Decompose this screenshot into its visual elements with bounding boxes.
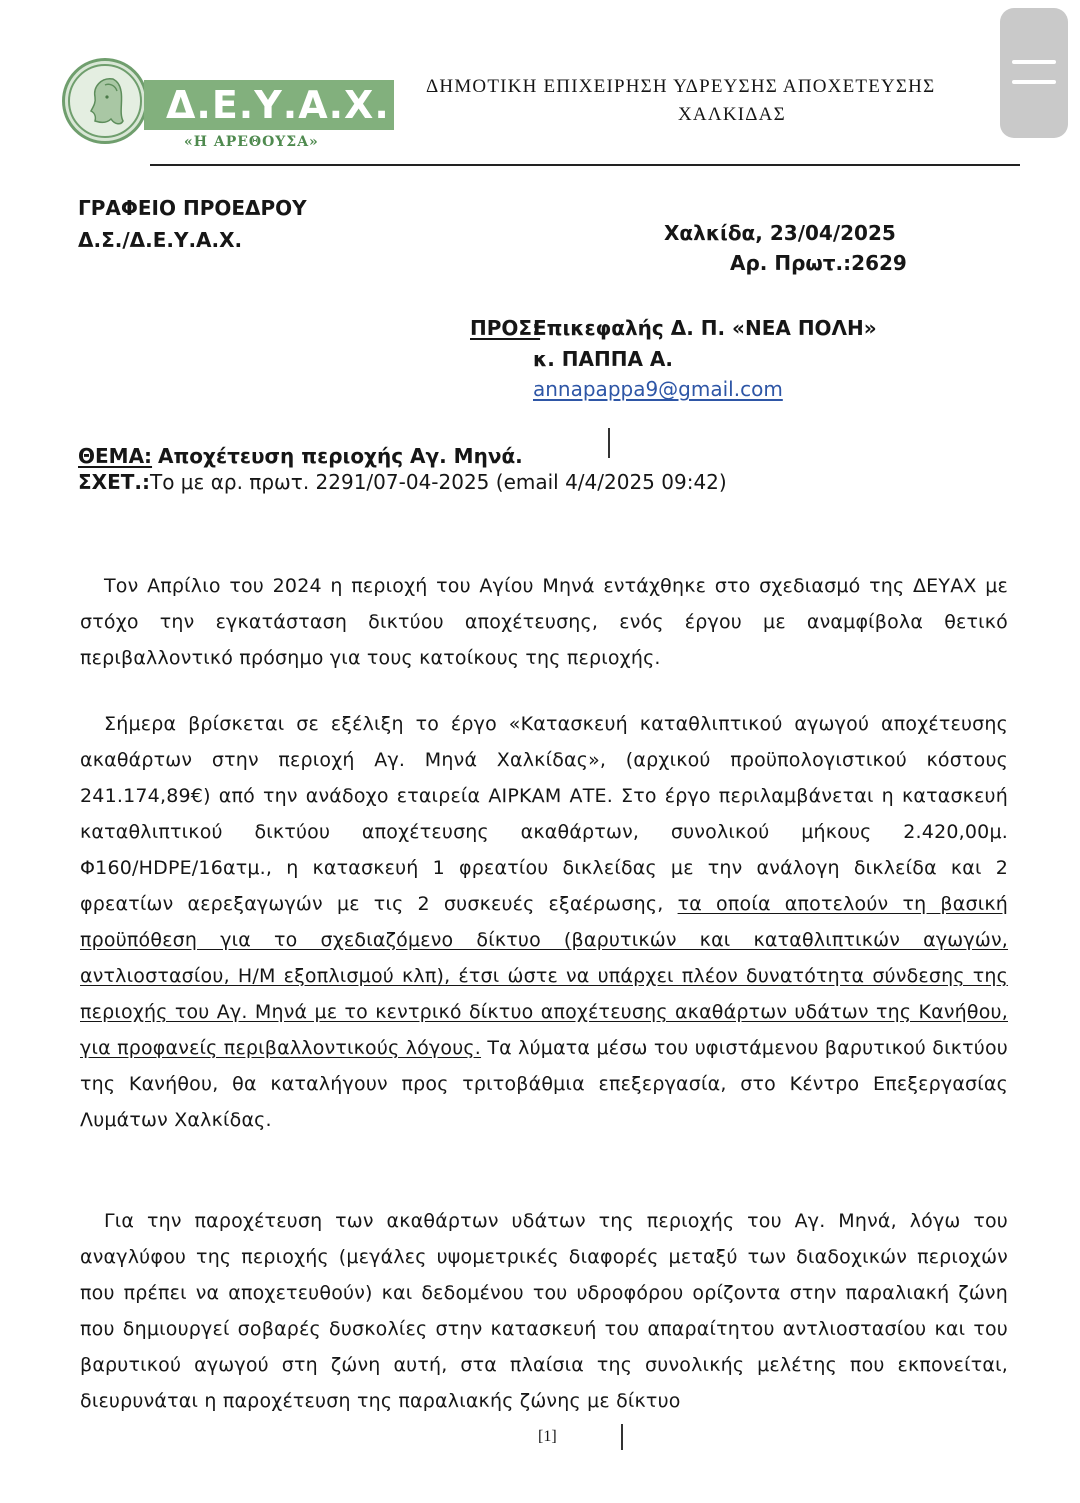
recipient-line1: Επικεφαλής Δ. Π. «ΝΕΑ ΠΟΛΗ» (533, 316, 877, 340)
reference-text: Το με αρ. πρωτ. 2291/07-04-2025 (email 4/4/2025 09:42) (150, 470, 727, 494)
reference-label: ΣΧΕΤ.: (78, 470, 150, 494)
logo-subtitle: «Η ΑΡΕΘΟΥΣΑ» (184, 134, 319, 150)
body-paragraph-2 (80, 706, 1008, 1138)
subject-text: Αποχέτευση περιοχής Αγ. Μηνά. (158, 444, 523, 468)
document-date: Χαλκίδα, 23/04/2025 (664, 221, 896, 245)
paragraph-2-text-b: Τα λύματα μέσω του υφιστάμενου βαρυτικού δικτύου της Κανήθου, θα καταλήγουν προς τριτοβάθμια επεξεργασία, στο Κέντρο Επεξεργασίας Λυμάτων Χαλκίδας. (80, 1037, 1008, 1131)
scan-mark (608, 428, 610, 458)
page-number: [1] (538, 1428, 557, 1445)
body-paragraph-1 (80, 568, 1008, 676)
paragraph-1-text: Τον Απρίλιο του 2024 η περιοχή του Αγίου Μηνά εντάχθηκε στο σχεδιασμό της ΔΕΥΑΧ με στόχο την εγκατάσταση δικτύου αποχέτευσης, ενός έργου με αναμφίβολα θετικό περιβαλλοντικό πρόσημο για τους κατοίκους της περιοχής. (80, 575, 1008, 669)
company-name-line2: ΧΑΛΚΙΔΑΣ (678, 104, 786, 125)
company-name-line1: ΔΗΜΟΤΙΚΗ ΕΠΙΧΕΙΡΗΣΗ ΥΔΡΕΥΣΗΣ ΑΠΟΧΕΤΕΥΣΗΣ (426, 76, 936, 97)
subject-label: ΘΕΜΑ: (78, 444, 153, 468)
paragraph-3-text: Για την παροχέτευση των ακαθάρτων υδάτων της περιοχής του Αγ. Μηνά, λόγω του αναγλύφου της περιοχής (μεγάλες υψομετρικές διαφορές μεταξύ των διαδοχικών περιοχών που πρέπει να αποχετευθούν) και δεδομένου του υδροφόρου ορίζοντα στην παραλιακή ζώνη που δημιουργεί σοβαρές δυσκολίες στην κατασκευή του απαραίτητου αντλιοστασίου και του βαρυτικού αγωγού στη ζώνη αυτή, στα πλαίσια της συνολικής μελέτης που εκπονείται, διευρυνάται η παροχέτευση της παραλιακής ζώνης με δίκτυο (80, 1210, 1008, 1412)
recipient-name: κ. ΠΑΠΠΑ Α. (533, 347, 673, 371)
paragraph-2-text-a: Σήμερα βρίσκεται σε εξέλιξη το έργο «Κατασκευή καταθλιπτικού αγωγού αποχέτευσης ακαθάρτων στην περιοχή Αγ. Μηνά Χαλκίδας», (αρχικού προϋπολογιστικού κόστους 241.174,89€) από την ανάδοχο εταιρεία ΑΙΡΚΑΜ ΑΤΕ. Στο έργο περιλαμβάνεται η κατασκευή καταθλιπτικού δικτύου αποχέτευσης ακαθάρτων, συνολικού μήκους 2.420,00μ. Φ160/HDPE/16ατμ., η κατασκευή 1 φρεατίου δικλείδας με την ανάλογη δικλείδα και 2 φρεατίων αερεξαγωγών με τις 2 συσκευές εξαέρωσης, (80, 713, 1008, 915)
arethousa-emblem-icon (62, 58, 148, 144)
hamburger-menu-icon[interactable] (1000, 8, 1068, 138)
office-title: ΓΡΑΦΕΙΟ ΠΡΟΕΔΡΟΥ (78, 196, 307, 220)
recipient-label: ΠΡΟΣ: (470, 316, 541, 340)
company-logo (58, 56, 396, 156)
header-divider (150, 164, 1020, 166)
paragraph-2-underlined-text: τα οποία αποτελούν τη βασική προϋπόθεση για το σχεδιαζόμενο δίκτυο (βαρυτικών και καταθλιπτικών αγωγών, αντλιοστασίου, Η/Μ εξοπλισμού κλπ), έτσι ώστε να υπάρχει πλέον δυνατότητα σύνδεσης της περιοχής του Αγ. Μηνά με το κεντρικό δίκτυο αποχέτευσης ακαθάρτων υδάτων της Κανήθου, για προφανείς περιβαλλοντικούς λόγους. (80, 893, 1008, 1059)
scan-mark (621, 1424, 623, 1450)
body-paragraph-3 (80, 1203, 1008, 1419)
protocol-number: Αρ. Πρωτ.:2629 (730, 251, 907, 275)
logo-wordmark: Δ.Ε.Υ.Α.Χ. (144, 80, 394, 130)
recipient-email-link[interactable]: annapappa9@gmail.com (533, 377, 783, 401)
office-subtitle: Δ.Σ./Δ.Ε.Υ.Α.Χ. (78, 228, 243, 252)
